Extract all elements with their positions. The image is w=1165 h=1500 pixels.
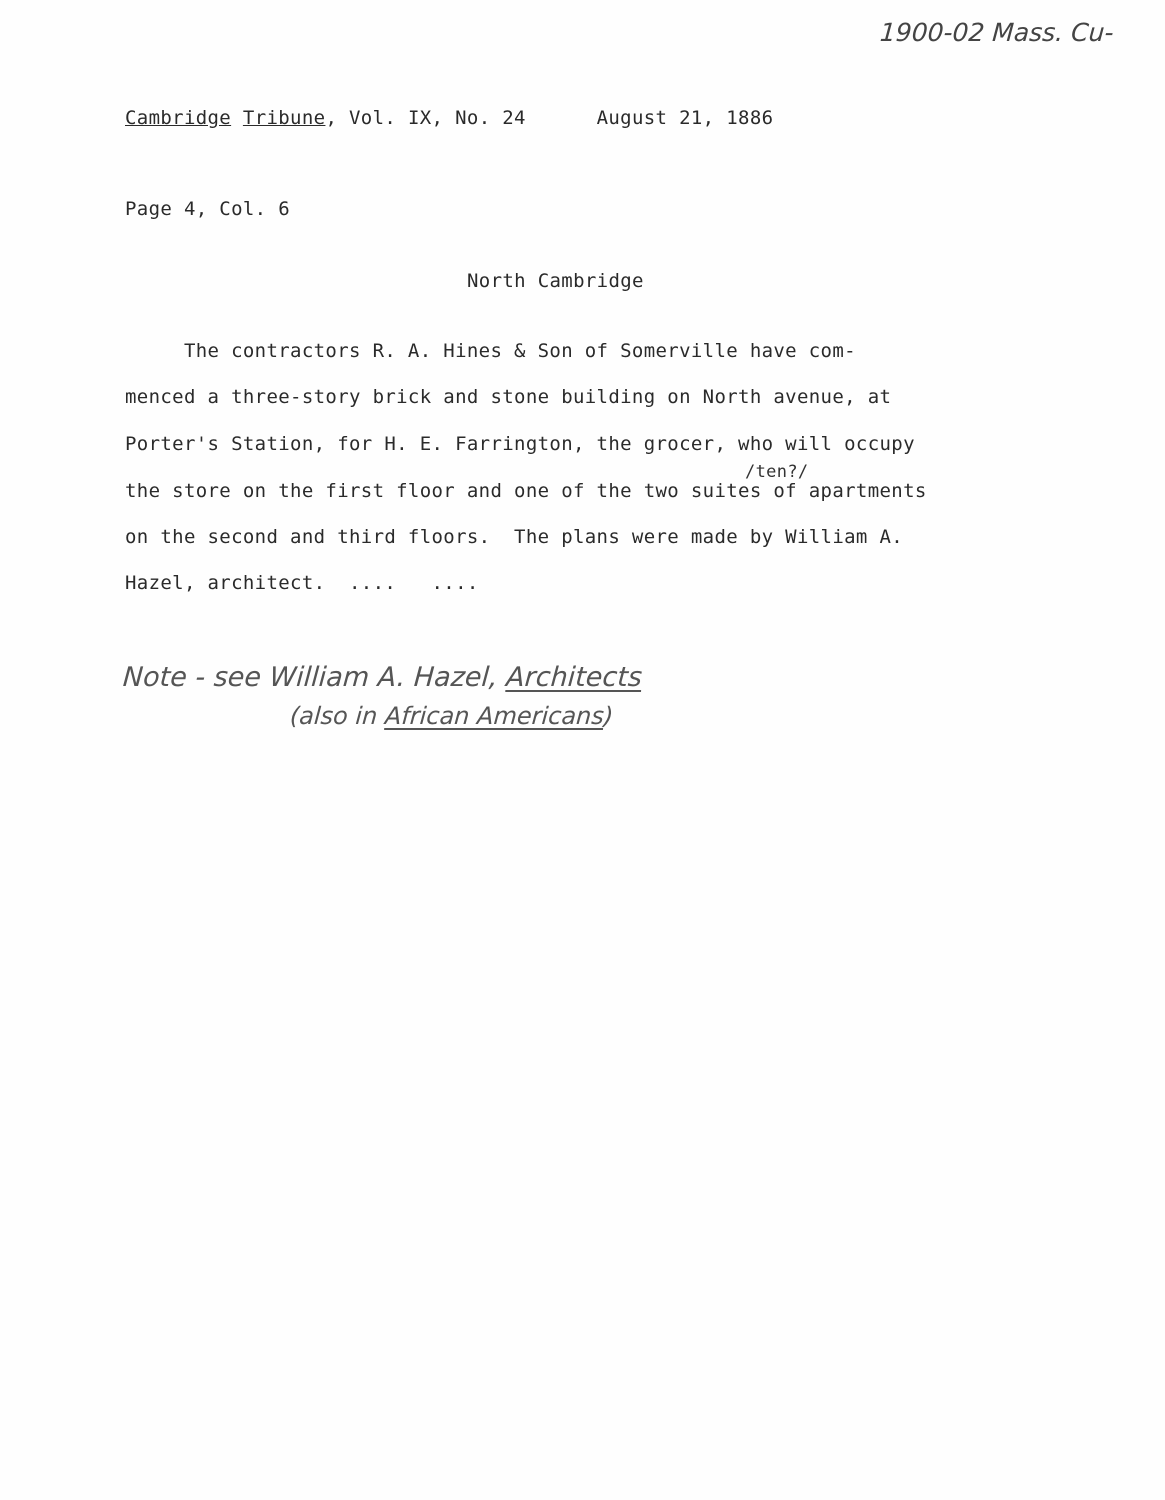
newspaper-name-word1: Cambridge xyxy=(125,107,232,129)
handwritten-note-line-2 xyxy=(289,702,614,730)
page-column: Page 4, Col. 6 xyxy=(125,198,291,220)
section-title: North Cambridge xyxy=(467,270,644,292)
citation-line xyxy=(125,107,773,129)
note-prefix: Note - see William A. Hazel, xyxy=(121,662,508,693)
body-line-5: on the second and third floors. The plans were made by William A. xyxy=(125,526,904,548)
body-line-3: Porter's Station, for H. E. Farrington, the grocer, who will occupy xyxy=(125,433,915,455)
note-african-americans: African Americans xyxy=(384,702,605,730)
volume-date: , Vol. IX, No. 24 August 21, 1886 xyxy=(325,107,774,129)
body-line-1: The contractors R. A. Hines & Son of Somerville have com- xyxy=(125,340,856,362)
body-line-2: menced a three-story brick and stone building on North avenue, at xyxy=(125,386,892,408)
note2-prefix: (also in xyxy=(289,702,387,730)
body-line-6: Hazel, architect. .... .... xyxy=(125,572,479,594)
note2-suffix: ) xyxy=(602,702,615,730)
newspaper-name-word2: Tribune xyxy=(242,107,326,129)
body-line-4: the store on the first floor and one of the two suites of apartments xyxy=(125,480,927,502)
insert-annotation: /ten?/ xyxy=(745,462,809,482)
handwritten-note-line-1 xyxy=(122,662,643,693)
note-architects: Architects xyxy=(505,662,644,693)
corner-annotation: 1900-02 Mass. Cu- xyxy=(878,18,1115,47)
